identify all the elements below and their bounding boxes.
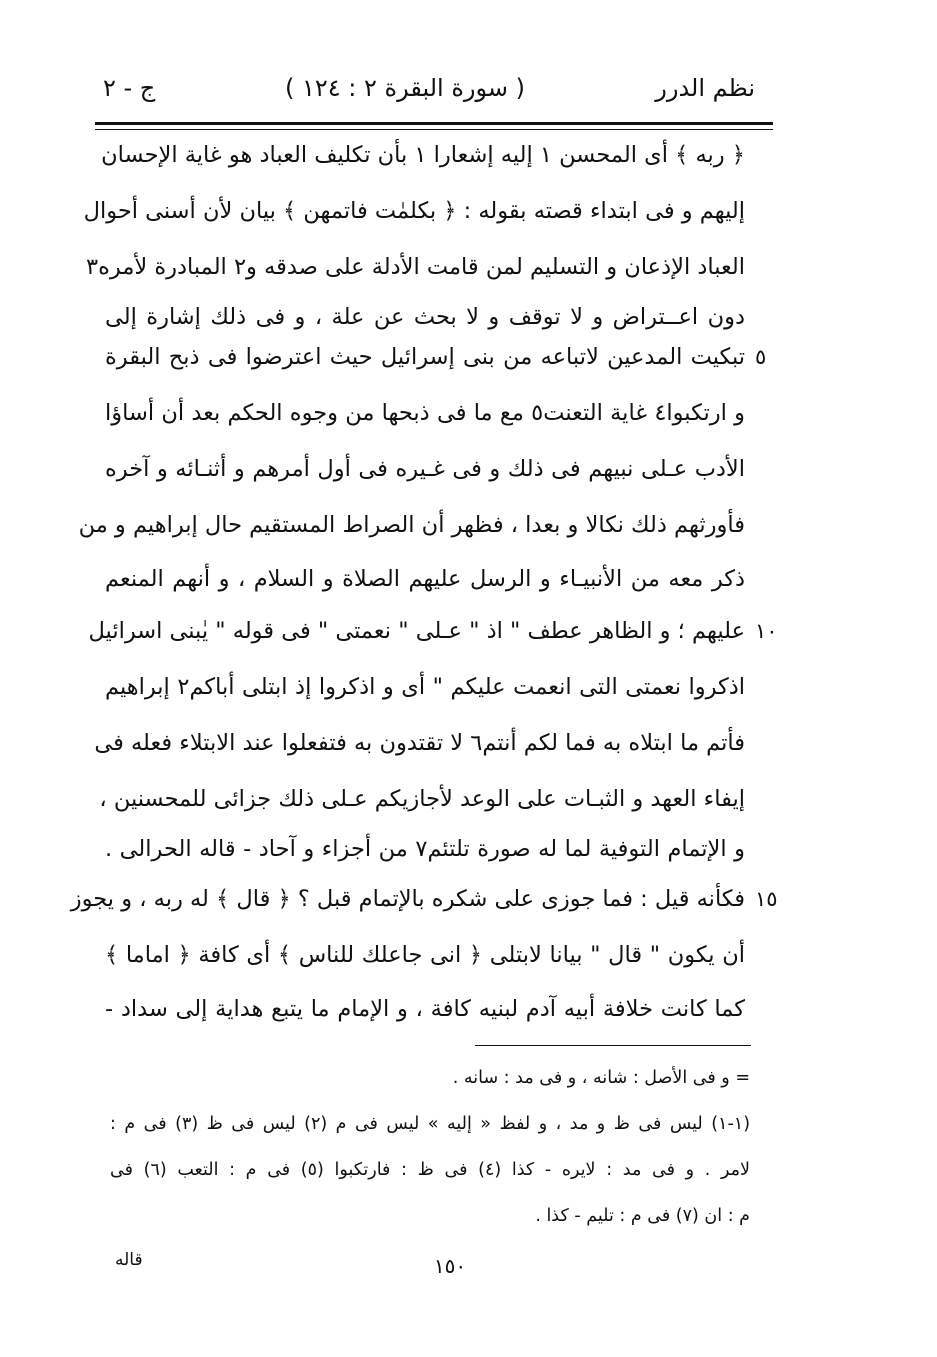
running-header — [95, 70, 755, 110]
body-line: فأتم ما ابتلاه به فما لكم أنتم٦ لا تقتدون به فتفعلوا عند الابتلاء فعله فى — [94, 730, 745, 756]
line-number: ١٥ — [755, 887, 778, 911]
body-line: كما كانت خلافة أبيه آدم لبنيه كافة ، و الإمام ما يتبع هداية إلى سداد - — [105, 996, 745, 1022]
body-line: و ارتكبوا٤ غاية التعنت٥ مع ما فى ذبحها من وجوه الحكم بعد أن أساؤا — [105, 400, 745, 426]
body-line: فكأنه قيل : فما جوزى على شكره بالإتمام قبل ؟ ﴿ قال ﴾ له ربه ، و يجوز — [70, 886, 745, 912]
body-line: ﴿ ربه ﴾ أى المحسن ١ إليه إشعارا ١ بأن تكليف العباد هو غاية الإحسان — [101, 142, 745, 168]
line-number: ١٠ — [755, 619, 778, 643]
line-number: ٥ — [755, 345, 767, 369]
page-number: ١٥٠ — [433, 1254, 467, 1278]
body-line: إليهم و فى ابتداء قصته بقوله : ﴿ بكلمٰت فاتمهن ﴾ بيان لأن أسنى أحوال — [83, 198, 745, 224]
surah-reference: ( سورة البقرة ٢ : ١٢٤ ) — [284, 74, 525, 102]
part-number: ج - ٢ — [103, 74, 156, 102]
body-line: الأدب عـلى نبيهم فى ذلك و فى غـيره فى أول أمرهم و أثنـائه و آخره — [105, 456, 745, 482]
body-line: دون اعــتراض و لا توقف و لا بحث عن علة ، و فى ذلك إشارة إلى — [105, 304, 745, 330]
body-line: و الإتمام التوفية لما له صورة تلتئم٧ من أجزاء و آحاد - قاله الحرالى . — [105, 836, 745, 862]
body-line: فأورثهم ذلك نكالا و بعدا ، فظهر أن الصراط المستقيم حال إبراهيم و من — [78, 512, 745, 538]
body-line: ذكر معه من الأنبيـاء و الرسل عليهم الصلاة و السلام ، و أنهم المنعم — [105, 566, 745, 592]
book-title: نظم الدرر — [655, 74, 755, 102]
footnote-line: (١-١) ليس فى ظ و مد ، و لفظ « إليه » ليس فى م (٢) ليس فى ظ (٣) فى م : — [110, 1114, 751, 1134]
body-line: عليهم ؛ و الظاهر عطف " اذ " عـلى " نعمتى " فى قوله " يٰبنى اسرائيل — [88, 618, 745, 644]
body-line: إيفاء العهد و الثبـات على الوعد لأجازيكم عـلى ذلك جزائى للمحسنين ، — [99, 786, 745, 812]
body-line: اذكروا نعمتى التى انعمت عليكم " أى و اذكروا إذ ابتلى أباكم٢ إبراهيم — [105, 674, 745, 700]
footnote-rule — [475, 1045, 751, 1046]
footnote-line: م : ان (٧) فى م : تليم - كذا . — [535, 1206, 750, 1226]
footnote-line: لامر . و فى مد : لايره - كذا (٤) فى ظ : فارتكبوا (٥) فى م : التعب (٦) فى — [110, 1160, 750, 1180]
catchword: قاله — [115, 1250, 143, 1270]
body-line: العباد الإذعان و التسليم لمن قامت الأدلة على صدقه و٢ المبادرة لأمره٣ — [86, 254, 745, 280]
header-rule-thick — [95, 122, 773, 125]
body-line: أن يكون " قال " بيانا لابتلى ﴿ انى جاعلك للناس ﴾ أى كافة ﴿ اماما ﴾ — [105, 942, 745, 968]
footnote-line: = و فى الأصل : شانه ، و فى مد : سانه . — [452, 1068, 750, 1088]
body-line: تبكيت المدعين لاتباعه من بنى إسرائيل حيث اعترضوا فى ذبح البقرة — [105, 344, 745, 370]
